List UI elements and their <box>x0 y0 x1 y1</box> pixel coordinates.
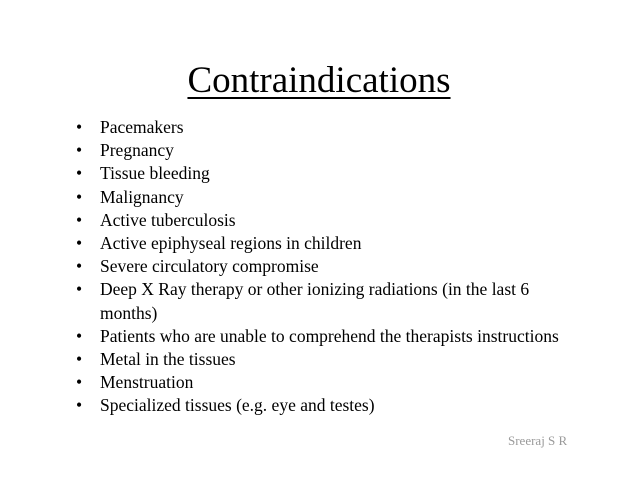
bullet-icon: • <box>76 372 83 393</box>
slide-title: Contraindications <box>187 60 451 101</box>
list-item <box>76 278 576 324</box>
bullet-icon: • <box>76 349 83 370</box>
list-item <box>76 116 576 139</box>
list-item <box>76 186 576 209</box>
list-item-text: Specialized tissues (e.g. eye and testes) <box>100 395 375 416</box>
list-item-text: Pregnancy <box>100 140 174 161</box>
bullet-icon: • <box>76 395 83 416</box>
bullet-icon: • <box>76 163 83 184</box>
list-item-text: Pacemakers <box>100 117 184 137</box>
list-item-text: Metal in the tissues <box>100 349 236 370</box>
list-item-text: Malignancy <box>100 186 184 207</box>
bullet-icon: • <box>76 233 83 254</box>
list-item-text: Active tuberculosis <box>100 209 236 230</box>
list-item <box>76 255 576 278</box>
bullet-icon: • <box>76 186 83 207</box>
list-item <box>76 209 576 232</box>
list-item-text: Menstruation <box>100 372 194 393</box>
list-item <box>76 371 576 394</box>
list-item <box>76 325 576 348</box>
list-item-text: Active epiphyseal regions in children <box>100 233 362 254</box>
list-item <box>76 232 576 255</box>
list-item-text: Tissue bleeding <box>100 163 210 184</box>
list-item <box>76 139 576 162</box>
list-item <box>76 394 576 417</box>
list-item <box>76 162 576 185</box>
bullet-icon: • <box>76 256 83 277</box>
list-item-text: Deep X Ray therapy or other ionizing radiations (in the last 6 months) <box>100 279 530 323</box>
bullet-icon: • <box>76 209 83 230</box>
list-item-text: Severe circulatory compromise <box>100 256 319 277</box>
bullet-icon: • <box>76 117 83 137</box>
list-item-text: Patients who are unable to comprehend the therapists instructions <box>100 325 559 346</box>
list-item <box>76 348 576 371</box>
bullet-icon: • <box>76 279 83 300</box>
author-footer: Sreeraj S R <box>508 433 568 448</box>
contraindications-list <box>76 116 576 418</box>
bullet-icon: • <box>76 140 83 161</box>
bullet-icon: • <box>76 325 83 346</box>
